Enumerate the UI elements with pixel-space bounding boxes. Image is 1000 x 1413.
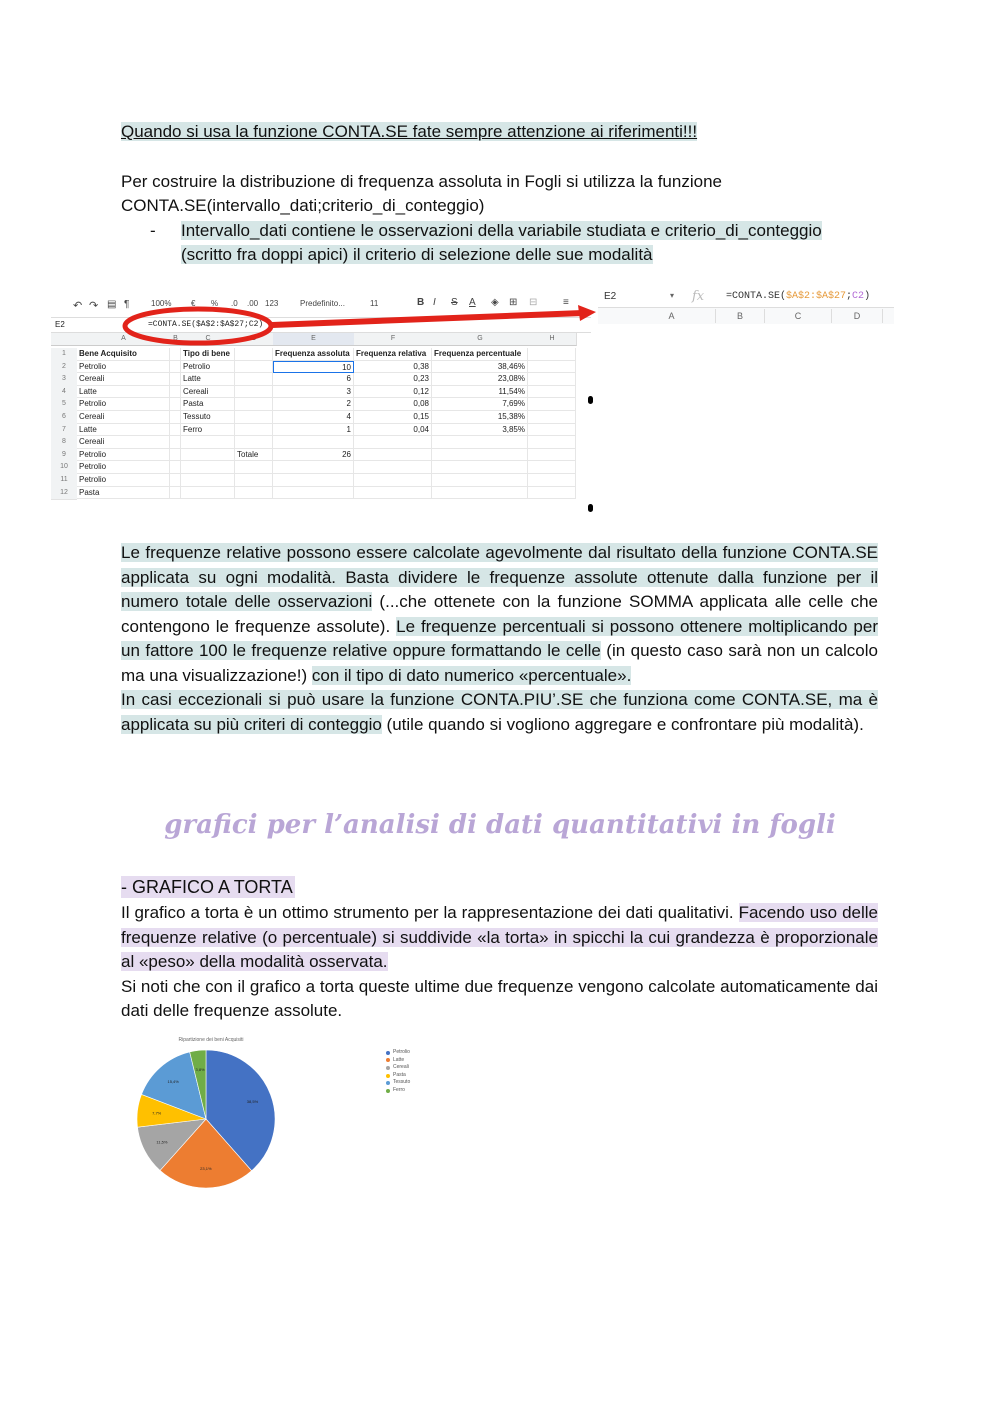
legend-label: Petrolio <box>393 1049 410 1055</box>
pie-data-label: 11,5% <box>156 1139 168 1145</box>
sheet-cell <box>235 487 273 500</box>
sheet-cell: Ferro <box>181 424 235 437</box>
redo-icon: ↷ <box>89 300 99 312</box>
legend-swatch <box>386 1089 390 1093</box>
notice-text <box>121 120 878 145</box>
legend-swatch <box>386 1081 390 1085</box>
sheet-cell <box>354 461 432 474</box>
legend-label: Latte <box>393 1056 405 1063</box>
zoom-col-b: B <box>716 309 765 323</box>
pie-data-label: 15,4% <box>167 1079 179 1085</box>
sheet-cell <box>181 449 235 462</box>
fx-icon: fx <box>692 289 705 304</box>
legend-item <box>386 1064 410 1072</box>
sheet-cell <box>181 436 235 449</box>
zoom-col-a: A <box>628 309 716 323</box>
sheet-cell <box>528 461 576 474</box>
sheet-cell: Latte <box>77 386 170 399</box>
undo-icon: ↶ <box>73 300 83 312</box>
dropdown-icon: ▾ <box>670 291 675 300</box>
font-size-select: 11 <box>370 299 379 308</box>
zoom-formula: =CONTA.SE($A$2:$A$27;C2) <box>726 291 871 302</box>
sheet-row-header: 5 <box>51 398 77 412</box>
sheet-row-header: 12 <box>51 487 77 501</box>
sheet-cell <box>170 386 181 399</box>
sheet-cell <box>170 361 181 374</box>
sheet-cell <box>170 461 181 474</box>
sheet-cell <box>528 474 576 487</box>
bullet-mark: - <box>150 221 156 240</box>
sheet-cell: Petrolio <box>181 361 235 374</box>
sheet-row-header: 9 <box>51 449 77 463</box>
legend-swatch <box>386 1066 390 1070</box>
sheet-cell: 6 <box>273 373 354 386</box>
legend-label: Cereali <box>393 1064 409 1071</box>
sheet-cell <box>354 474 432 487</box>
pie-data-label: 7,7% <box>152 1110 162 1116</box>
sheet-cell: Petrolio <box>77 461 170 474</box>
sheet-cell <box>235 436 273 449</box>
sheet-col-header: A <box>77 333 171 346</box>
legend-label: Pasta <box>393 1071 406 1078</box>
paint-format-icon: ¶ <box>124 299 130 310</box>
legend-item <box>386 1087 410 1095</box>
sheet-cell <box>528 487 576 500</box>
currency-button: € <box>191 299 196 308</box>
sheet-row-header: 4 <box>51 386 77 400</box>
relative-frequency-paragraph: Le frequenze relative possono essere calcolate agevolmente dal risultato della funzione CONTA.SE applicata su ogni modalità. Basta dividere le frequenze assolute ottenute dalla funzione per il numero totale delle osservazioni (...che ottenete con la funzione SOMMA applicata alle celle che contengono le frequenze assolute). Le frequenze percentuali si possono ottenere moltiplicando per un fattore 100 le frequenze relative oppure formattando le celle (in questo caso sarà non un calcolo ma una visualizzazione!) con il tipo di dato numerico «percentuale». In casi eccezionali si può usare la funzione CONTA.PIU’.SE che funziona come CONTA.SE, ma è applicata su più criteri di conteggio (utile quando si vogliono aggregare e confrontare più modalità). <box>121 543 878 734</box>
sheet-cell: 1 <box>273 424 354 437</box>
sheet-cell: Bene Acquisito <box>77 348 170 361</box>
sheet-cell <box>170 436 181 449</box>
sheet-cell <box>181 461 235 474</box>
sheet-cell: Cereali <box>181 386 235 399</box>
sheet-cell <box>528 398 576 411</box>
legend-item <box>386 1079 410 1087</box>
sheet-row-header: 8 <box>51 436 77 450</box>
zoom-cell-ref: E2 <box>604 291 617 302</box>
sheet-row-header: 10 <box>51 461 77 475</box>
sheet-cell: Cereali <box>77 411 170 424</box>
sheet-cell <box>432 461 528 474</box>
notice-highlight: Quando si usa la funzione CONTA.SE fate sempre attenzione ai riferimenti!!! <box>121 122 698 141</box>
legend-item <box>386 1057 410 1065</box>
format-select: 123 <box>265 299 279 308</box>
borders-icon: ⊞ <box>509 297 518 308</box>
sheet-cell: Petrolio <box>77 398 170 411</box>
sheet-cell: 10 <box>273 361 354 374</box>
sheet-cell <box>170 411 181 424</box>
sheet-cell: 0,38 <box>354 361 432 374</box>
sheet-cell <box>235 373 273 386</box>
sheet-cell: 23,08% <box>432 373 528 386</box>
percent-button: % <box>211 299 219 308</box>
sheet-cell <box>235 474 273 487</box>
sheet-col-header: C <box>181 333 236 346</box>
sheet-cell: Pasta <box>181 398 235 411</box>
chart-legend <box>386 1049 410 1095</box>
fill-color-icon: ◈ <box>491 297 499 308</box>
sheet-cell <box>170 398 181 411</box>
sheet-cell: 15,38% <box>432 411 528 424</box>
sheet-cell: 11,54% <box>432 386 528 399</box>
sheet-cell <box>170 424 181 437</box>
sheet-row-header: 2 <box>51 361 77 375</box>
pie-chart-paragraph: Il grafico a torta è un ottimo strumento per la rappresentazione dei dati qualitativi. Facendo uso delle frequenze relative (o percentuale) si suddivide «la torta» in spicchi la cui grandezza è proporzionale al «peso» della modalità osservata. Si noti che con il grafico a torta queste ultime due frequenze vengono calcolate automaticamente dai dati delle frequenze assolute. <box>121 903 878 1020</box>
sheet-cell: Pasta <box>77 487 170 500</box>
highlight-ellipse <box>125 309 271 343</box>
intro-line-2: CONTA.SE(intervallo_dati;criterio_di_conteggio) <box>121 196 485 215</box>
print-icon: ▤ <box>107 299 117 310</box>
sheet-cell: Totale <box>235 449 273 462</box>
legend-swatch <box>386 1058 390 1062</box>
font-select: Predefinito... <box>300 299 345 308</box>
chart-title: Ripartizione dei beni Acquisiti <box>178 1037 244 1043</box>
bullet-text-1 <box>181 219 878 244</box>
sheet-formula: =CONTA.SE($A$2:$A$27;C2) <box>148 320 264 329</box>
sheet-cell: Petrolio <box>77 474 170 487</box>
sheet-cell: Frequenza relativa <box>354 348 432 361</box>
sheet-cell: Latte <box>77 424 170 437</box>
align-icon: ≡ <box>563 297 569 308</box>
arrow-line <box>272 313 583 325</box>
sheet-cell: Frequenza percentuale <box>432 348 528 361</box>
sheet-cell <box>528 373 576 386</box>
legend-item <box>386 1049 410 1057</box>
sheet-cell: Tipo di bene <box>181 348 235 361</box>
sheet-cell: Cereali <box>77 436 170 449</box>
sheet-cell <box>273 436 354 449</box>
image-handle-1 <box>588 396 593 404</box>
sheet-cell: 3 <box>273 386 354 399</box>
merge-icon: ⊟ <box>529 297 538 308</box>
sheet-cell <box>528 361 576 374</box>
sheet-cell <box>354 436 432 449</box>
sheet-cell <box>170 449 181 462</box>
sheet-cell <box>235 386 273 399</box>
sheet-cell <box>181 487 235 500</box>
intro-line-1: Per costruire la distribuzione di frequenza assoluta in Fogli si utilizza la funzione <box>121 172 722 191</box>
pie-data-label: 38,5% <box>246 1098 259 1104</box>
sheet-cell <box>273 461 354 474</box>
pie-chart <box>131 1046 281 1192</box>
zoom-select: 100% <box>151 299 172 308</box>
pie-data-label: 23,1% <box>200 1166 212 1172</box>
sheet-cell: 0,08 <box>354 398 432 411</box>
sheet-cell <box>273 474 354 487</box>
sheet-col-header: F <box>354 333 433 346</box>
text-color-button: A <box>469 297 476 308</box>
sheet-cell <box>235 361 273 374</box>
section-title: grafici per l’analisi di dati quantitativi in fogli <box>164 810 836 840</box>
bullet-highlight-1: Intervallo_dati contiene le osservazioni della variabile studiata e criterio_di_conteggio <box>181 221 822 240</box>
sheet-cell <box>235 461 273 474</box>
sheet-col-header: G <box>432 333 529 346</box>
sheet-cell: 0,23 <box>354 373 432 386</box>
sheet-cell <box>528 411 576 424</box>
sheet-cell: 7,69% <box>432 398 528 411</box>
sheet-row-header: 7 <box>51 424 77 438</box>
sheet-row-header: 3 <box>51 373 77 387</box>
legend-label: Tessuto <box>393 1079 411 1086</box>
zoomed-formula-bar <box>598 287 894 324</box>
sheet-col-header: D <box>235 333 274 346</box>
strikethrough-button: S <box>451 297 458 308</box>
zoom-formula-row <box>598 287 894 308</box>
legend-swatch <box>386 1074 390 1078</box>
zoom-col-c: C <box>765 309 832 323</box>
sheet-cell <box>528 436 576 449</box>
bold-button: B <box>417 297 425 308</box>
sheet-cell <box>528 424 576 437</box>
image-handle-2 <box>588 504 593 512</box>
decimal-increase-button: .00 <box>247 299 259 308</box>
sheet-cell: Latte <box>181 373 235 386</box>
bullet-highlight-2: (scritto fra doppi apici) il criterio di selezione delle sue modalità <box>181 245 653 264</box>
sheet-cell: Tessuto <box>181 411 235 424</box>
sheet-cell: 0,15 <box>354 411 432 424</box>
arrow-head <box>578 305 596 321</box>
decimal-decrease-button: .0 <box>231 299 238 308</box>
sheet-cell: 3,85% <box>432 424 528 437</box>
sheet-cell <box>528 386 576 399</box>
sheet-cell <box>432 487 528 500</box>
sheet-cell <box>354 449 432 462</box>
sheet-cell: 0,12 <box>354 386 432 399</box>
sheet-cell: Petrolio <box>77 449 170 462</box>
sheet-cell <box>432 449 528 462</box>
subsection-title: - GRAFICO A TORTA <box>121 877 293 897</box>
sheet-row-header: 6 <box>51 411 77 425</box>
legend-swatch <box>386 1051 390 1055</box>
sheet-cell: Petrolio <box>77 361 170 374</box>
sheet-col-header: E <box>273 333 355 346</box>
sheet-cell-ref: E2 <box>55 320 65 329</box>
sheet-row-header: 11 <box>51 474 77 488</box>
sheet-cell <box>354 487 432 500</box>
sheet-cell <box>170 373 181 386</box>
sheet-cell: Cereali <box>77 373 170 386</box>
sheet-cell <box>170 487 181 500</box>
sheet-cell: 0,04 <box>354 424 432 437</box>
sheet-cell: Frequenza assoluta <box>273 348 354 361</box>
pie-data-label: 3,8% <box>195 1067 205 1073</box>
sheet-cell: 4 <box>273 411 354 424</box>
sheet-cell <box>432 436 528 449</box>
sheet-cell: 38,46% <box>432 361 528 374</box>
sheet-row-header: 1 <box>51 348 77 362</box>
sheet-cell <box>273 487 354 500</box>
sheet-cell <box>235 424 273 437</box>
sheet-cell <box>432 474 528 487</box>
sheet-cell: 26 <box>273 449 354 462</box>
sheet-col-header: H <box>528 333 577 346</box>
legend-item <box>386 1072 410 1080</box>
sheet-col-header: B <box>170 333 182 346</box>
bullet-text-2 <box>181 243 878 268</box>
sheet-cell: 2 <box>273 398 354 411</box>
sheet-cell <box>181 474 235 487</box>
sheet-cell <box>235 398 273 411</box>
sheet-cell <box>235 411 273 424</box>
sheet-cell <box>528 449 576 462</box>
sheet-cell <box>170 474 181 487</box>
legend-label: Ferro <box>393 1086 405 1093</box>
zoom-col-d: D <box>832 309 883 323</box>
italic-button: I <box>433 297 436 308</box>
